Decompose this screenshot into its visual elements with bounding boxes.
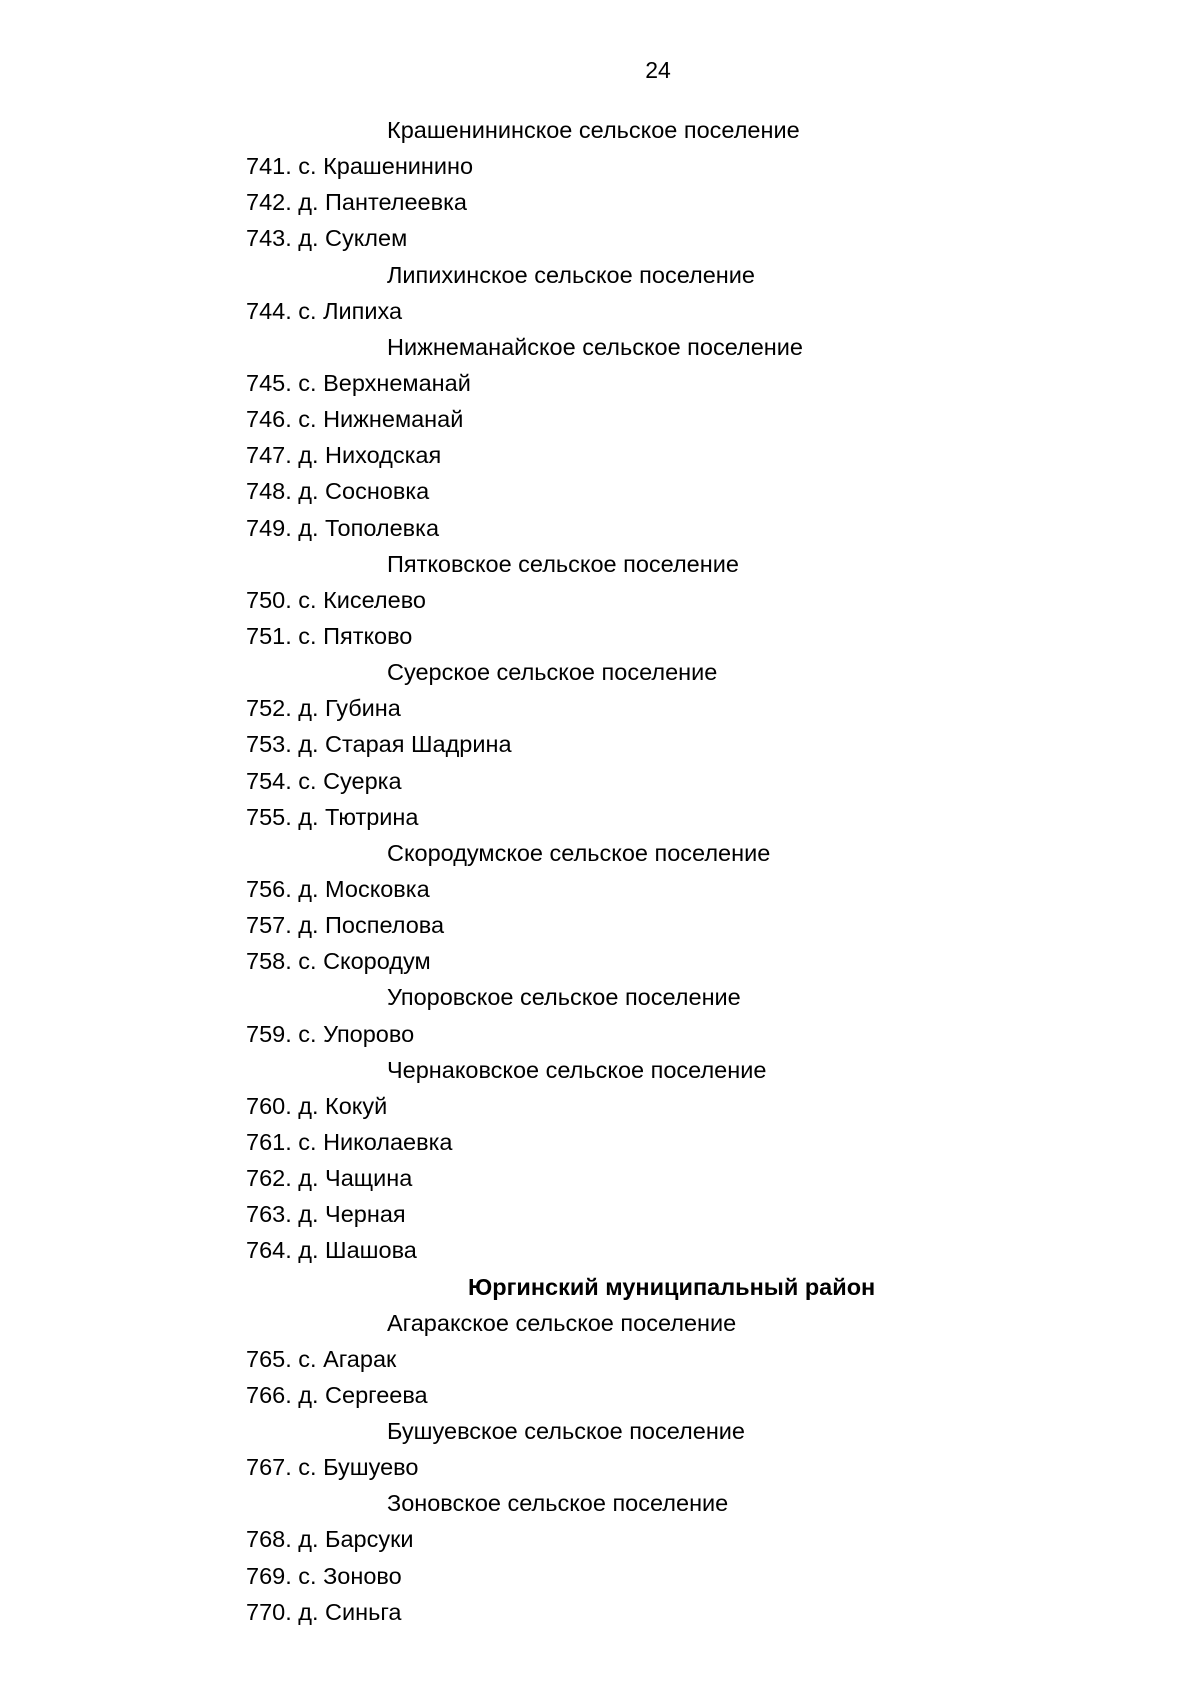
list-item: 751. с. Пятково bbox=[246, 622, 413, 649]
list-item: 753. д. Старая Шадрина bbox=[246, 731, 512, 758]
settlement-heading: Зоновское сельское поселение bbox=[387, 1490, 729, 1517]
settlement-heading: Агаракское сельское поселение bbox=[387, 1309, 737, 1336]
settlement-list bbox=[246, 112, 1006, 1630]
settlement-heading: Суерское сельское поселение bbox=[387, 659, 718, 686]
list-item: 760. д. Кокуй bbox=[246, 1092, 388, 1119]
page-number: 24 bbox=[645, 57, 671, 83]
list-item: 768. д. Барсуки bbox=[246, 1526, 414, 1553]
list-item: 764. д. Шашова bbox=[246, 1237, 417, 1264]
list-item: 743. д. Суклем bbox=[246, 225, 408, 252]
settlement-heading: Чернаковское сельское поселение bbox=[387, 1056, 767, 1083]
list-item: 750. с. Киселево bbox=[246, 586, 427, 613]
settlement-heading: Пятковское сельское поселение bbox=[387, 550, 739, 577]
list-item: 762. д. Чащина bbox=[246, 1165, 413, 1192]
settlement-heading: Бушуевское сельское поселение bbox=[387, 1418, 745, 1445]
list-item: 766. д. Сергеева bbox=[246, 1381, 428, 1408]
settlement-heading: Упоровское сельское поселение bbox=[387, 984, 741, 1011]
list-item: 754. с. Суерка bbox=[246, 767, 402, 794]
settlement-heading: Скородумское сельское поселение bbox=[387, 839, 771, 866]
list-item: 756. д. Московка bbox=[246, 875, 430, 902]
list-item: 744. с. Липиха bbox=[246, 297, 403, 324]
list-item: 755. д. Тютрина bbox=[246, 803, 419, 830]
list-item: 757. д. Поспелова bbox=[246, 912, 445, 939]
list-item: 749. д. Тополевка bbox=[246, 514, 440, 541]
list-item: 759. с. Упорово bbox=[246, 1020, 415, 1047]
list-item: 769. с. Зоново bbox=[246, 1562, 402, 1589]
list-item: 748. д. Сосновка bbox=[246, 478, 430, 505]
list-item: 763. д. Черная bbox=[246, 1201, 406, 1228]
list-item: 741. с. Крашенинино bbox=[246, 153, 474, 180]
list-item: 745. с. Верхнеманай bbox=[246, 369, 471, 396]
list-item: 752. д. Губина bbox=[246, 695, 401, 722]
settlement-heading: Нижнеманайское сельское поселение bbox=[387, 333, 803, 360]
list-item: 765. с. Агарак bbox=[246, 1345, 397, 1372]
list-item: 767. с. Бушуево bbox=[246, 1454, 419, 1481]
list-item: 742. д. Пантелеевка bbox=[246, 189, 467, 216]
settlement-heading: Крашенининское сельское поселение bbox=[387, 117, 800, 143]
list-item: 746. с. Нижнеманай bbox=[246, 406, 464, 433]
list-item: 770. д. Синьга bbox=[246, 1598, 402, 1625]
list-item: 761. с. Николаевка bbox=[246, 1128, 453, 1155]
list-item: 747. д. Ниходская bbox=[246, 442, 442, 469]
list-item: 758. с. Скородум bbox=[246, 948, 431, 975]
district-heading: Юргинский муниципальный район bbox=[468, 1273, 876, 1300]
settlement-heading: Липихинское сельское поселение bbox=[387, 261, 755, 288]
